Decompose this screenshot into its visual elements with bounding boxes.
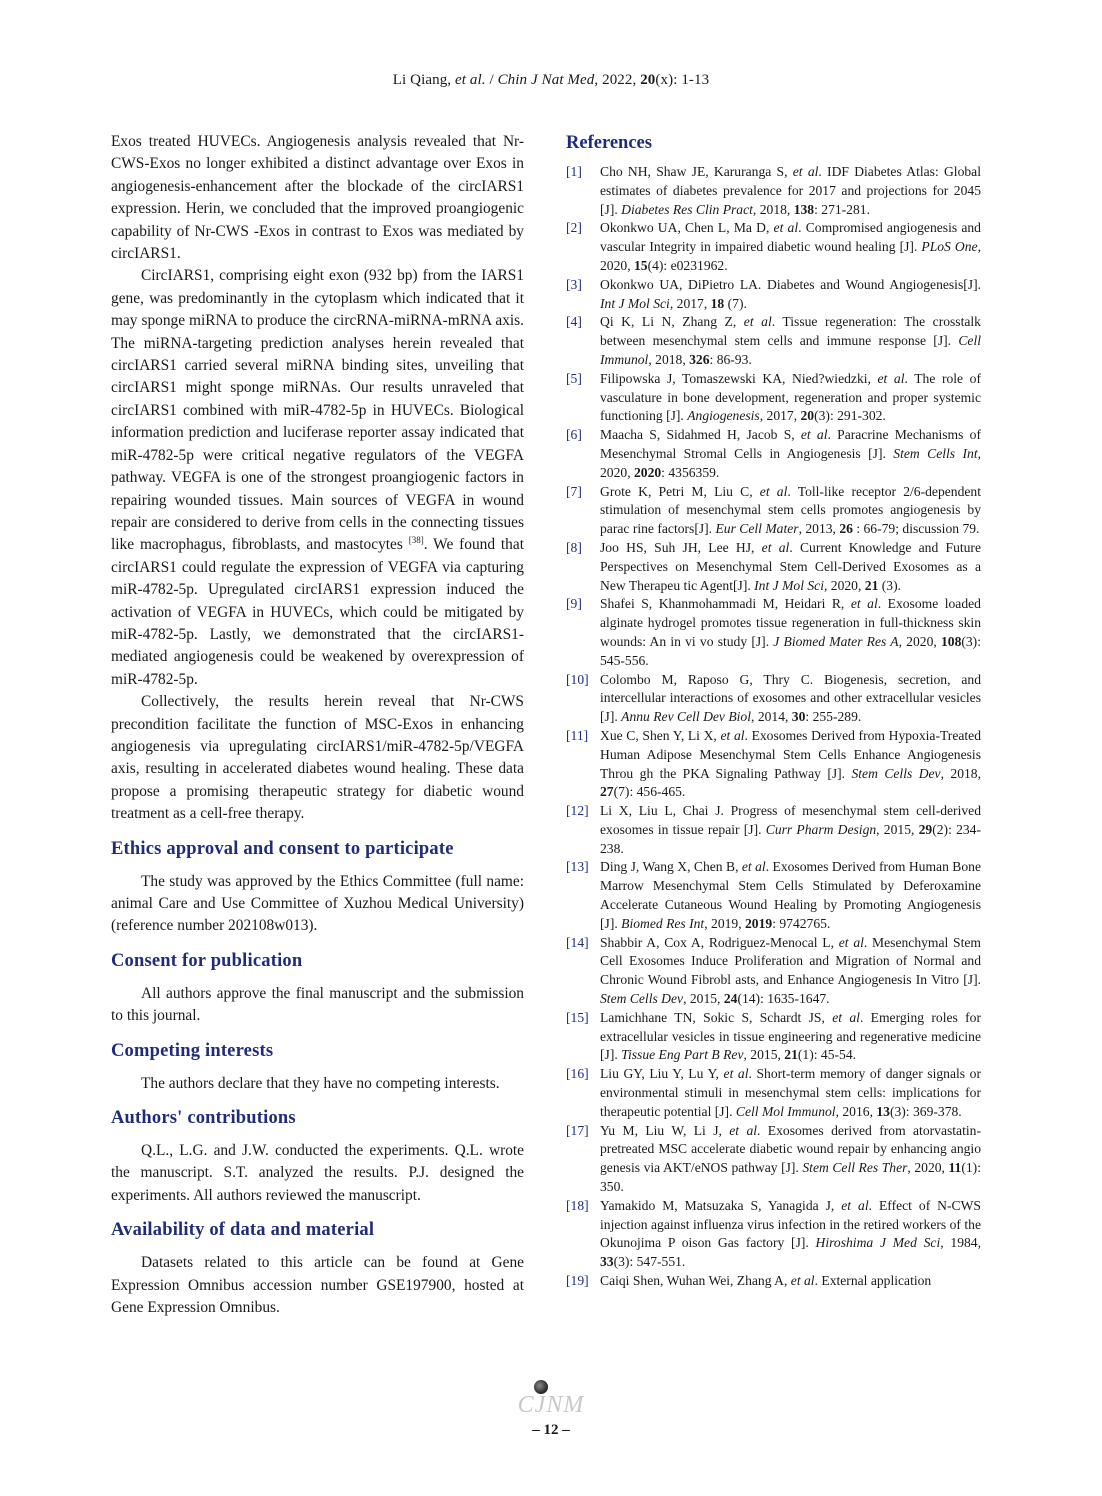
reference-part-v: 20 — [800, 408, 815, 424]
reference-text — [600, 539, 981, 595]
reference-part-v: 2020 — [633, 464, 662, 480]
reference-number[interactable]: [10] — [566, 671, 589, 687]
reference-item — [566, 313, 981, 369]
reference-part-b: et al — [790, 1273, 815, 1289]
reference-part-v: 15 — [633, 257, 648, 273]
reference-item — [566, 370, 981, 426]
reference-part-d: , 2020, — [898, 633, 941, 649]
reference-part-e: (3): 547-551. — [613, 1254, 686, 1270]
reference-part-a: Colombo M, Raposo G, Thry C. Biogenesis, secretion, and intercellular interactions of exosomes and other extracellular vesicles [J]. — [600, 671, 981, 725]
reference-text — [600, 313, 981, 369]
reference-text — [600, 595, 981, 670]
reference-text — [600, 802, 981, 858]
reference-part-c: . Exosomes Derived from Hypoxia-Treated Human Adipose Mesenchymal Stem Cells Enhance Angiogenesis Throu gh the PKA Signaling Pathway [J]. — [600, 727, 981, 781]
reference-text — [600, 426, 981, 482]
reference-part-c: . Current Knowledge and Future Perspectives on Mesenchymal Stem Cell-Derived Exosomes as a New Therapeu tic Agent[J]. — [600, 539, 981, 593]
reference-part-a: Yamakido M, Matsuzaka S, Yanagida J, — [600, 1197, 842, 1213]
reference-part-v: 27 — [600, 784, 614, 800]
paragraph: Exos treated HUVECs. Angiogenesis analysis revealed that Nr-CWS-Exos no longer exhibited a distinct advantage over Exos in angiogenesis-enhancement after the blockade of the circIARS1 expression. Herin, we concluded that the improved proangiogenic capability of Nr-CWS -Exos in contrast to Exos was mediated by circIARS1. — [111, 133, 524, 263]
reference-part-j: Int J Mol Sci — [754, 577, 824, 593]
reference-part-c: . Exosomes derived from atorvastatin-pretreated MSC accelerate diabetic wound repair by enhancing angio genesis via AKT/eNOS pathway [J]. — [600, 1122, 981, 1176]
reference-part-d: , 2019, — [704, 915, 745, 931]
running-header — [0, 72, 1102, 89]
reference-part-d: , 1984, — [940, 1235, 981, 1251]
reference-part-b: et al — [773, 220, 799, 236]
reference-part-d: , 2020, — [600, 445, 981, 480]
reference-text — [600, 934, 981, 1009]
reference-item — [566, 483, 981, 539]
reference-part-j: Int J Mol Sci — [600, 295, 670, 311]
reference-item — [566, 426, 981, 482]
reference-part-b: et al — [841, 1197, 869, 1213]
reference-number[interactable]: [2] — [566, 220, 582, 236]
reference-part-j: Angiogenesis — [687, 408, 760, 424]
reference-part-b: et al — [877, 370, 905, 386]
reference-part-b: et al — [838, 934, 864, 950]
reference-part-e: (7). — [724, 295, 747, 311]
section-heading-contributions: Authors' contributions — [111, 1108, 296, 1129]
reference-part-d: , 2018, — [940, 765, 981, 781]
reference-text — [600, 1122, 981, 1197]
reference-number[interactable]: [8] — [566, 539, 582, 555]
reference-part-d: , 2020, — [600, 239, 981, 273]
reference-part-j: PLoS One — [921, 239, 978, 255]
reference-part-v: 108 — [940, 633, 962, 649]
reference-part-v: 11 — [948, 1160, 962, 1176]
reference-part-e: (1): 350. — [600, 1160, 981, 1195]
reference-part-c: . The role of vasculature in bone development, regeneration and proper systemic functioning [J]. — [600, 370, 981, 424]
reference-part-a: Yu M, Liu W, Li J, — [600, 1122, 730, 1138]
reference-part-e: : 271-281. — [814, 201, 870, 217]
reference-number[interactable]: [6] — [566, 427, 582, 443]
reference-text — [600, 219, 981, 275]
reference-part-j: Stem Cells Int — [893, 445, 978, 461]
reference-item — [566, 1122, 981, 1197]
reference-part-b: et al — [800, 427, 828, 443]
reference-text — [600, 276, 981, 314]
reference-part-b: et al — [761, 539, 790, 555]
reference-number[interactable]: [12] — [566, 803, 589, 819]
reference-part-c: . Exosomes Derived from Human Bone Marrow Mesenchymal Stem Cells Stimulated by Deferoxamine Accelerate Cutaneous Wound Healing by Promoting Angiogenesis [J]. — [600, 859, 981, 931]
reference-part-d: , 2016, — [835, 1103, 877, 1119]
reference-part-e: (3): 545-556. — [600, 633, 981, 668]
reference-part-v: 30 — [791, 709, 806, 725]
reference-part-b: et al — [743, 314, 772, 330]
reference-part-d: , 2013, — [798, 521, 840, 537]
reference-part-d: , 2014, — [751, 709, 792, 725]
reference-part-v: 13 — [876, 1103, 890, 1119]
paragraph — [111, 265, 524, 691]
reference-text — [600, 1009, 981, 1065]
reference-part-e: (4): e0231962. — [647, 257, 728, 273]
reference-list — [566, 163, 981, 1291]
reference-part-j: Curr Pharm Design — [765, 821, 877, 837]
header-issue-pages: (x): 1-13 — [655, 72, 710, 88]
cjnm-logo — [506, 1378, 596, 1418]
reference-text — [600, 671, 981, 727]
reference-part-a: Li X, Liu L, Chai J. Progress of mesenchymal stem cell-derived exosomes in tissue repair [J]. — [600, 803, 981, 837]
reference-part-a: Liu GY, Liu Y, Lu Y, — [600, 1066, 724, 1082]
reference-part-d: , 2018, — [648, 351, 690, 367]
reference-text — [600, 1197, 981, 1272]
reference-part-b: et al — [850, 596, 878, 612]
reference-item — [566, 1272, 981, 1291]
reference-part-b: et al — [741, 859, 766, 875]
reference-part-d: , 2018, — [752, 201, 794, 217]
citation-link[interactable]: [38] — [408, 535, 424, 546]
reference-number[interactable]: [11] — [566, 727, 589, 743]
reference-part-e: (1): 45-54. — [797, 1047, 857, 1063]
reference-part-c: . Emerging roles for extracellular vesicles in tissue engineering and regenerative medicine [J]. — [600, 1009, 981, 1063]
reference-part-a: Okonkwo UA, Chen L, Ma D, — [600, 220, 774, 236]
reference-part-e: : 9742765. — [772, 915, 831, 931]
reference-part-d: , 2017, — [669, 295, 711, 311]
reference-part-a: Shabbir A, Cox A, Rodriguez-Menocal L, — [600, 934, 839, 950]
reference-part-e: (3). — [878, 577, 902, 593]
reference-part-v: 326 — [689, 351, 710, 367]
reference-number[interactable]: [16] — [566, 1066, 589, 1082]
reference-part-a: Shafei S, Khanmohammadi M, Heidari R, — [600, 596, 851, 612]
reference-number[interactable]: [13] — [566, 859, 589, 875]
reference-part-e: (3): 369-378. — [889, 1103, 962, 1119]
section-heading-consent: Consent for publication — [111, 950, 303, 971]
reference-part-j: Stem Cell Res Ther — [802, 1160, 908, 1176]
reference-item — [566, 934, 981, 1009]
journal-logo — [0, 1378, 1102, 1423]
reference-part-b: et al — [720, 727, 745, 743]
reference-item — [566, 1065, 981, 1121]
reference-item — [566, 219, 981, 275]
reference-part-c: . Compromised angiogenesis and vascular Integrity in impaired diabetic wound healing [J]. — [600, 220, 981, 255]
reference-part-e: : 255-289. — [805, 709, 862, 725]
reference-part-c: . External application — [814, 1273, 932, 1289]
reference-part-a: Ding J, Wang X, Chen B, — [600, 859, 742, 875]
reference-part-v: 138 — [793, 201, 815, 217]
reference-part-j: Tissue Eng Part B Rev — [621, 1047, 744, 1063]
reference-item — [566, 858, 981, 933]
reference-number[interactable]: [3] — [566, 276, 582, 292]
reference-part-e: (7): 456-465. — [613, 784, 686, 800]
reference-part-e: (3): 291-302. — [814, 408, 886, 424]
reference-part-j: Hiroshima J Med Sci — [815, 1235, 941, 1251]
reference-part-b: et al — [723, 1066, 749, 1082]
paragraph: The study was approved by the Ethics Committee (full name: animal Care and Use Committee of Xuzhou Medical University) (reference number 202108w013). — [111, 872, 524, 935]
header-etal: et al. — [455, 72, 486, 88]
header-year: , 2022, — [594, 72, 641, 88]
section-heading-competing: Competing interests — [111, 1040, 274, 1061]
reference-text — [600, 727, 981, 802]
reference-part-v: 29 — [918, 821, 933, 837]
reference-part-c: . Paracrine Mechanisms of Mesenchymal Stromal Cells in Angiogenesis [J]. — [600, 427, 981, 461]
reference-part-a: Cho NH, Shaw JE, Karuranga S, — [600, 164, 793, 179]
reference-item — [566, 595, 981, 670]
reference-number[interactable]: [5] — [566, 370, 582, 386]
reference-part-c: . Tissue regeneration: The crosstalk between mesenchymal stem cells and immune response [J]. — [600, 314, 981, 349]
reference-part-d: , 2020, — [823, 577, 865, 593]
reference-text — [600, 858, 981, 933]
reference-part-e: (14): 1635-1647. — [737, 991, 830, 1007]
reference-part-j: Eur Cell Mater — [715, 521, 799, 537]
references-column — [566, 131, 981, 1291]
reference-part-a: Lamichhane TN, Sokic S, Schardt JS, — [600, 1009, 833, 1025]
reference-part-e: : 86-93. — [709, 351, 752, 367]
reference-number[interactable]: [7] — [566, 483, 582, 499]
reference-part-e: : 4356359. — [661, 464, 720, 480]
header-authors: Li Qiang, — [392, 72, 456, 88]
reference-text — [600, 483, 981, 539]
section-heading-availability: Availability of data and material — [111, 1220, 375, 1241]
reference-part-a: Filipowska J, Tomaszewski KA, Nied?wiedzki, — [600, 370, 878, 386]
left-column — [111, 131, 524, 1319]
reference-item — [566, 276, 981, 314]
reference-part-a: Okonkwo UA, DiPietro LA. Diabetes and Wound Angiogenesis[J]. — [600, 276, 981, 292]
reference-part-a: Grote K, Petri M, Liu C, — [600, 483, 760, 499]
reference-item — [566, 727, 981, 802]
reference-part-v: 2019 — [745, 915, 773, 931]
reference-part-b: et al — [832, 1009, 860, 1025]
references-heading: References — [566, 133, 652, 153]
reference-part-j: Cell Immunol — [600, 333, 981, 367]
reference-text — [600, 1065, 981, 1121]
paragraph: Datasets related to this article can be found at Gene Expression Omnibus accession number GSE197900, hosted at Gene Expression Omnibus. — [111, 1254, 524, 1317]
reference-part-b: et al — [759, 483, 788, 499]
reference-text — [600, 163, 981, 219]
reference-part-v: 21 — [864, 577, 879, 593]
reference-part-a: Caiqi Shen, Wuhan Wei, Zhang A, — [600, 1273, 791, 1289]
page-number: – 12 – — [532, 1422, 570, 1438]
reference-number[interactable]: [4] — [566, 314, 582, 330]
reference-part-j: Diabetes Res Clin Pract — [621, 201, 753, 217]
reference-item — [566, 671, 981, 727]
reference-part-d: , 2015, — [743, 1047, 785, 1063]
reference-item — [566, 1009, 981, 1065]
reference-part-c: . Toll-like receptor 2/6-dependent stimulation of mesenchymal stem cells promotes angiogenesis by parac rine factors[J]. — [600, 483, 981, 537]
reference-text — [600, 370, 981, 426]
reference-part-j: Stem Cells Dev — [600, 991, 684, 1007]
reference-number[interactable]: [15] — [566, 1009, 589, 1025]
reference-item — [566, 163, 981, 219]
reference-part-e: (2): 234-238. — [600, 821, 981, 856]
reference-part-j: Biomed Res Int — [621, 915, 705, 931]
paragraph: The authors declare that they have no competing interests. — [141, 1074, 500, 1092]
reference-part-j: Cell Mol Immunol — [735, 1103, 836, 1119]
paragraph: All authors approve the final manuscript and the submission to this journal. — [111, 984, 524, 1025]
reference-part-c: . Exosome loaded alginate hydrogel promotes tissue regeneration in full-thickness skin wounds: An in vi vo study [J]. — [600, 596, 981, 649]
paragraph-text: CircIARS1, comprising eight exon (932 bp) from the IARS1 gene, was predominantly in the cytoplasm which indicated that it may sponge miRNA to produce the circRNA-miRNA-mRNA axis. The miRNA-targeting prediction analyses herein revealed that circIARS1 carried several miRNA binding sites, unveiling that circIARS1 might sponge miRNAs. Our results unraveled that circIARS1 combined with miR-4782-5p in HUVECs. Biological information prediction and luciferase reporter assay indicated that miR-4782-5p were critical negative regulators of the VEGFA pathway. VEGFA is one of the strongest proangiogenic factors in repairing wounded tissues. Main sources of VEGFA in wound repair are considered to derive from cells in the connecting tissues like macrophagus, fibroblasts, and mastocytes — [111, 267, 524, 554]
reference-number[interactable]: [17] — [566, 1122, 589, 1138]
reference-item — [566, 1197, 981, 1272]
reference-part-a: Maacha S, Sidahmed H, Jacob S, — [600, 427, 801, 443]
paragraph: Q.L., L.G. and J.W. conducted the experiments. Q.L. wrote the manuscript. S.T. analyzed the results. P.J. designed the experiments. All authors reviewed the manuscript. — [111, 1142, 524, 1204]
reference-number[interactable]: [18] — [566, 1197, 589, 1213]
reference-part-v: 24 — [723, 991, 738, 1007]
reference-part-d: , 2015, — [683, 991, 724, 1007]
reference-item — [566, 539, 981, 595]
header-volume: 20 — [640, 72, 656, 88]
reference-part-j: J Biomed Mater Res A — [773, 633, 899, 649]
reference-part-j: Annu Rev Cell Dev Biol — [621, 709, 752, 725]
reference-part-e: : 66-79; discussion 79. — [852, 521, 980, 537]
reference-part-v: 33 — [600, 1254, 614, 1270]
section-heading-ethics: Ethics approval and consent to participate — [111, 838, 454, 859]
reference-part-v: 18 — [710, 295, 725, 311]
reference-number[interactable]: [1] — [566, 164, 582, 179]
reference-part-c: . Mesenchymal Stem Cell Exosomes Induce Proliferation and Migration of Normal and Chronic Wound Fibrobl asts, and Enhance Angiogenesis In Vitro [J]. — [600, 934, 981, 988]
reference-part-a: Qi K, Li N, Zhang Z, — [600, 314, 744, 330]
reference-part-d: , 2015, — [876, 821, 919, 837]
header-slash: / — [485, 72, 498, 88]
paragraph-text: . We found that circIARS1 could regulate the expression of VEGFA via capturing miR-4782-5p. Upregulated circIARS1 expression induced the activation of VEGFA in HUVECs, which could be mitigated by miR-4782-5p. Lastly, we demonstrated that the circIARS1-mediated angiogenesis could be weakened by overexpression of miR-4782-5p. — [111, 536, 524, 688]
header-journal: Chin J Nat Med — [497, 72, 595, 88]
paragraph: Collectively, the results herein reveal that Nr-CWS precondition facilitate the function of MSC-Exos in enhancing angiogenesis via upregulating circIARS1/miR-4782-5p/VEGFA axis, resulting in accelerated diabetes wound healing. These data propose a promising therapeutic strategy for diabetic wound treatment as a cell-free therapy. — [111, 693, 524, 823]
reference-number[interactable]: [14] — [566, 934, 589, 950]
reference-part-c: . Effect of N-CWS injection against influenza virus infection in the retired workers of the Okunojima P oison Gas factory [J]. — [600, 1197, 981, 1251]
reference-part-b: et al — [729, 1122, 758, 1138]
reference-part-d: , 2020, — [907, 1160, 949, 1176]
reference-item — [566, 802, 981, 858]
reference-part-c: . IDF Diabetes Atlas: Global estimates of diabetes prevalence for 2017 and projections for 2045 [J]. — [600, 164, 981, 217]
reference-part-d: , 2017, — [759, 408, 801, 424]
reference-part-a: Joo HS, Suh JH, Lee HJ, — [600, 539, 762, 555]
reference-part-v: 21 — [784, 1047, 798, 1063]
reference-number[interactable]: [9] — [566, 596, 582, 612]
logo-text: CJNM — [517, 1392, 585, 1418]
reference-part-b: et al — [792, 164, 819, 179]
reference-part-j: Stem Cells Dev — [851, 765, 941, 781]
reference-number[interactable]: [19] — [566, 1273, 589, 1289]
reference-part-c: . Short-term memory of danger signals or environmental stimuli in mesenchymal stem cells: implications for therapeutic potential [J]. — [600, 1066, 981, 1119]
reference-text — [600, 1272, 981, 1291]
reference-part-a: Xue C, Shen Y, Li X, — [600, 727, 721, 743]
reference-part-v: 26 — [839, 521, 853, 537]
